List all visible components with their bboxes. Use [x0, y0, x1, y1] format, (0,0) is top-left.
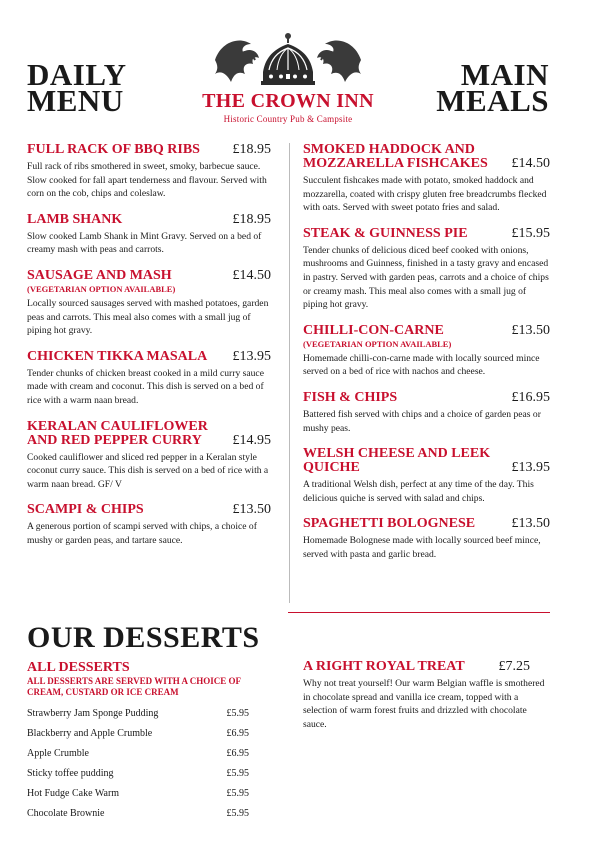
menu-item: [27, 269, 271, 338]
item-name: A RIGHT ROYAL TREAT: [303, 659, 465, 674]
right-menu-column: [303, 143, 550, 574]
item-name: CHILLI-CON-CARNE: [303, 322, 444, 338]
dessert-row: [27, 808, 252, 828]
item-price: £13.95: [511, 460, 550, 476]
dessert-name: Hot Fudge Cake Warm: [27, 788, 120, 799]
item-description: Cooked cauliflower and sliced red pepper in a Keralan style coconut curry sauce. This dish is served on a bed of rice with a warm naan bread. GF/ V: [27, 451, 269, 490]
item-header: [27, 350, 271, 364]
dessert-price: £5.95: [226, 708, 249, 719]
all-desserts-heading: ALL DESSERTS: [27, 660, 130, 675]
menu-item: [303, 447, 550, 505]
item-description: Tender chunks of delicious diced beef cooked with onions, mushrooms and Guinness, finished in a tasty gravy and encased in pastry. Served with garden peas, carrots and a choice of chips or creamy mash. This meal also comes with a small jug of piping hot gravy.: [303, 244, 549, 311]
desserts-title: OUR DESSERTS: [27, 621, 260, 654]
inn-tagline: Historic Country Pub & Campsite: [223, 114, 353, 124]
item-description: Full rack of ribs smothered in sweet, smoky, barbecue sauce. Slow cooked for fall apart tenderness and flavour. Served with corn on the cob, chips and coleslaw.: [27, 161, 267, 200]
item-price: £18.95: [232, 142, 271, 157]
crown-with-dragons-icon: [211, 30, 365, 90]
item-price: £18.95: [232, 211, 271, 227]
dessert-price: £5.95: [226, 768, 249, 779]
menu-item: [303, 227, 550, 312]
item-name: STEAK & GUINNESS PIE: [303, 225, 468, 241]
item-header: [303, 517, 550, 531]
item-name: KERALAN CAULIFLOWER AND RED PEPPER CURRY: [27, 418, 208, 448]
item-name: SAUSAGE AND MASH: [27, 267, 172, 283]
item-note: (VEGETARIAN OPTION AVAILABLE): [27, 283, 176, 294]
dessert-price: £6.95: [226, 728, 249, 739]
item-header: [27, 503, 271, 517]
item-description: Battered fish served with chips and a choice of garden peas or mushy peas.: [303, 408, 541, 434]
menu-item: [27, 420, 271, 492]
item-header: [303, 447, 550, 475]
item-description: A traditional Welsh dish, perfect at any time of the day. This delicious quiche is served with salad and chips.: [303, 479, 534, 504]
dessert-name: Strawberry Jam Sponge Pudding: [27, 708, 159, 719]
item-price: £15.95: [511, 225, 550, 241]
item-price: £16.95: [511, 389, 550, 405]
item-price: £13.50: [232, 502, 271, 518]
item-note: (VEGETARIAN OPTION AVAILABLE): [303, 338, 452, 349]
item-header: [27, 269, 271, 283]
menu-item: [27, 143, 271, 201]
daily-menu-title-line: DAILY: [27, 57, 127, 92]
item-price: £14.50: [232, 267, 271, 283]
item-header: [303, 391, 550, 405]
menu-item: [27, 350, 271, 408]
menu-item: [27, 213, 271, 257]
item-header: [303, 660, 550, 674]
item-description: Tender chunks of chicken breast cooked in a mild curry sauce made with cream and coconut. This dish is served on a bed of rice with a warm naan bread.: [27, 367, 264, 406]
dessert-name: Blackberry and Apple Crumble: [27, 728, 153, 739]
main-meals-title: [436, 57, 549, 118]
item-description: Homemade Bolognese made with locally sourced beef mince, served with pasta and garlic bread.: [303, 535, 541, 560]
main-meals-title-line: MAIN: [460, 57, 549, 92]
dessert-price: £5.95: [226, 808, 249, 819]
dessert-price: £5.95: [226, 788, 249, 799]
dessert-row: [27, 788, 252, 808]
menu-item: [303, 324, 550, 379]
item-price: £14.95: [232, 432, 271, 448]
dessert-row: [27, 728, 252, 748]
item-description: Homemade chilli-con-carne made with locally sourced mince served on a bed of rice with nachos and cheese.: [303, 352, 540, 378]
item-header: [27, 420, 271, 448]
item-name: FISH & CHIPS: [303, 389, 398, 405]
item-header: [303, 324, 550, 338]
item-header: [27, 143, 271, 157]
item-description: Slow cooked Lamb Shank in Mint Gravy. Served on a bed of creamy mash with peas and carrots.: [27, 230, 262, 256]
menu-item: [303, 143, 550, 215]
menu-item: [303, 391, 550, 435]
item-name: WELSH CHEESE AND LEEK QUICHE: [303, 446, 491, 476]
dessert-name: Chocolate Brownie: [27, 808, 105, 819]
inn-name: THE CROWN INN: [202, 90, 374, 112]
item-name: SMOKED HADDOCK AND MOZZARELLA FISHCAKES: [303, 142, 488, 171]
item-header: [303, 143, 550, 171]
item-price: £14.50: [511, 156, 550, 171]
item-name: LAMB SHANK: [27, 211, 123, 227]
all-desserts-note: ALL DESSERTS ARE SERVED WITH A CHOICE OF CREAM, CUSTARD OR ICE CREAM: [27, 676, 241, 697]
item-description: Locally sourced sausages served with mashed potatoes, garden peas and carrots. This meal also comes with a small jug of piping hot gravy.: [27, 297, 269, 337]
dessert-row: [27, 748, 252, 768]
item-price: £13.50: [511, 516, 550, 532]
section-divider: [288, 612, 550, 613]
dessert-price: £6.95: [226, 748, 249, 759]
desserts-section: [27, 660, 252, 828]
daily-menu-title: [27, 57, 127, 118]
item-name: FULL RACK OF BBQ RIBS: [27, 142, 200, 157]
item-name: SPAGHETTI BOLOGNESE: [303, 516, 476, 532]
item-description: Why not treat yourself! Our warm Belgian waffle is smothered in chocolate spread and vanilla ice cream, topped with a selection of warm forest fruits and drizzled with chocolate sauce.: [303, 678, 545, 730]
item-description: A generous portion of scampi served with chips, a choice of mushy or garden peas, and tartare sauce.: [27, 521, 257, 546]
dessert-list: [27, 708, 252, 828]
menu-item: [303, 517, 550, 561]
left-menu-column: [27, 143, 271, 560]
dessert-name: Sticky toffee pudding: [27, 768, 114, 779]
dessert-row: [27, 708, 252, 728]
item-price: £7.25: [498, 659, 530, 674]
column-divider: [289, 143, 290, 603]
item-header: [303, 227, 550, 241]
dessert-row: [27, 768, 252, 788]
royal-treat-item: [303, 660, 550, 731]
menu-item: [27, 503, 271, 547]
daily-menu-title-line: MENU: [27, 83, 124, 118]
item-name: SCAMPI & CHIPS: [27, 502, 144, 518]
item-description: Succulent fishcakes made with potato, smoked haddock and mozzarella, coated with crispy gluten free breadcrumbs flecked with oats. Served with sweet potato fries and salad.: [303, 175, 547, 214]
item-name: CHICKEN TIKKA MASALA: [27, 348, 208, 364]
item-header: [27, 213, 271, 227]
dessert-name: Apple Crumble: [27, 748, 89, 759]
item-price: £13.95: [232, 348, 271, 364]
main-meals-title-line: MEALS: [436, 83, 549, 118]
item-price: £13.50: [511, 322, 550, 338]
